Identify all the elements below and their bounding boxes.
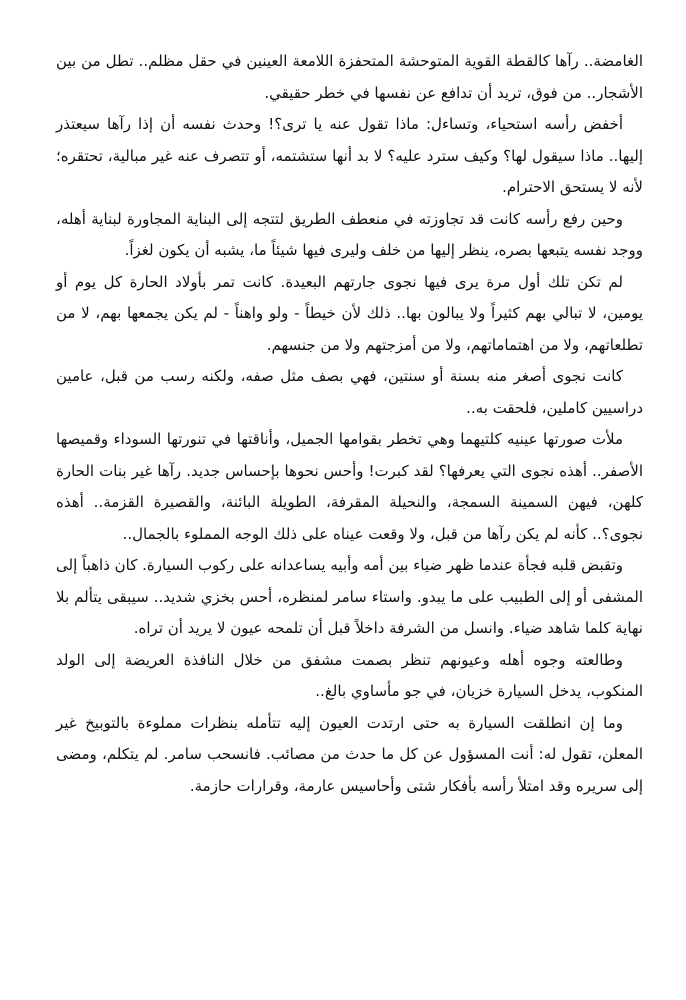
- paragraph-5: كانت نجوى أصغر منه بسنة أو سنتين، فهي بصف مثل صفه، ولكنه رسب من قبل، عامين دراسيين كاملين، فلحقت به..: [56, 367, 643, 417]
- paragraph-9: وما إن انطلقت السيارة به حتى ارتدت العيون إليه تتأمله بنظرات مملوءة بالتوبيخ غير المعلن، تقول له: أنت المسؤول عن كل ما حدث من مصائب. فانسحب سامر. لم يتكلم، ومضى إلى سريره وقد امتلأ رأسه بأفكار شتى وأحاسيس عارمة، وقرارات حازمة.: [56, 713, 643, 795]
- paragraph-4: لم تكن تلك أول مرة يرى فيها نجوى جارتهم البعيدة. كانت تمر بأولاد الحارة كل يوم أو يومين، لا تبالي بهم كثيراً ولا يبالون بها.. ذلك لأن خيطاً - ولو واهناً - لم يكن يجمعها بهم، لا من تطلعاتهم، ولا من اهتماماتهم، ولا من أمزجتهم ولا من جنسهم.: [56, 272, 643, 354]
- paragraph-6: ملأت صورتها عينيه كلتيهما وهي تخطر بقوامها الجميل، وأناقتها في تنورتها السوداء وقميصها الأصفر.. أهذه نجوى التي يعرفها؟ لقد كبرت! وأحس نحوها بإحساس جديد. رآها غير بنات الحارة كلهن، فيهن السمينة السمجة، والنحيلة المقرفة، الطويلة البائنة، والقصيرة القزمة.. أهذه نجوى؟.. كأنه لم يكن رآها من قبل، ولا وقعت عيناه على ذلك الوجه المملوء بالجمال..: [56, 430, 643, 543]
- paragraph-3: وحين رفع رأسه كانت قد تجاوزته في منعطف الطريق لتتجه إلى البناية المجاورة لبناية أهله، ووجد نفسه يتبعها بصره، ينظر إليها من خلف وليرى فيها شيئاً ما، يشبه أن يكون لغزاً.: [56, 209, 643, 259]
- paragraph-8: وطالعته وجوه أهله وعيونهم تنظر بصمت مشفق من خلال النافذة العريضة إلى الولد المنكوب، يدخل السيارة خزيان، في جو مأساوي بالغ..: [56, 650, 643, 700]
- paragraph-7: وتقبض قلبه فجأة عندما ظهر ضياء بين أمه وأبيه يساعدانه على ركوب السيارة. كان ذاهباً إلى المشفى أو إلى الطبيب على ما يبدو. واستاء سامر لمنظره، أحس بخزي شديد.. سيبقى يتألم بلا نهاية كلما شاهد ضياء. وانسل من الشرفة داخلاً قبل أن تلمحه عيون لا يريد أن تراه.: [56, 556, 643, 637]
- paragraph-1: الغامضة.. رآها كالقطة القوية المتوحشة المتحفزة اللامعة العينين في حقل مظلم.. تطل من بين الأشجار.. من فوق، تريد أن تدافع عن نفسها في خطر حقيقي.: [56, 52, 643, 102]
- paragraph-2: أخفض رأسه استحياء، وتساءل: ماذا تقول عنه يا ترى؟! وحدث نفسه أن إذا رآها سيعتذر إليها.. ماذا سيقول لها؟ وكيف سترد عليه؟ لا بد أنها ستشتمه، أو تتصرف عنه غير مبالية، تحتقره؛ لأنه لا يستحق الاحترام.: [56, 115, 643, 196]
- document-page: [56, 46, 643, 802]
